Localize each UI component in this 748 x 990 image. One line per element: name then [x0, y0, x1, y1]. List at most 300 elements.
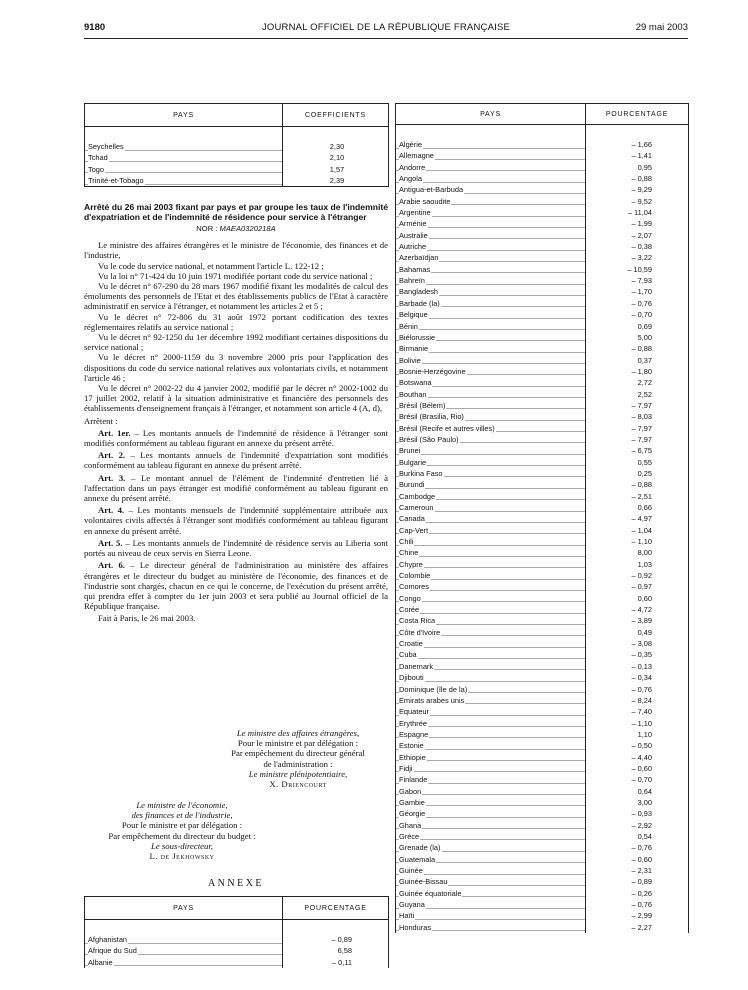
country-cell [396, 547, 586, 558]
table-row [396, 513, 689, 524]
article-label: Art. 1er. [98, 427, 131, 438]
table-row [85, 175, 389, 187]
table-row [396, 309, 689, 320]
article-text: – Le directeur général de l'administration au ministère des affaires étrangères et le directeur du budget au ministère de l'économie, des finances et de l'industrie sont chargés, chacun en ce qui le concerne, de l'exécution du présent arrêté, qui prendra effet à compter du 1er juin 2003 et sera publié au Journal officiel de la République française. [84, 560, 388, 612]
value-cell: – 7,93 [586, 275, 689, 286]
value-cell: – 2,31 [586, 865, 689, 876]
value-cell: 0,55 [586, 457, 689, 468]
country-cell [396, 525, 586, 536]
value-cell: – 0,26 [586, 888, 689, 899]
table-row [396, 899, 689, 910]
country-name: Argentine [399, 208, 431, 218]
country-name: Honduras [399, 922, 432, 932]
value-cell: – 0,38 [586, 241, 689, 252]
table-row [396, 910, 689, 921]
table-row [396, 752, 689, 763]
table-row [85, 164, 389, 175]
value-cell: – 0,60 [586, 854, 689, 865]
table-row [396, 196, 689, 207]
country-cell [396, 559, 586, 570]
arrete-text [84, 202, 388, 624]
signature-line: Le ministre des affaires étrangères, [236, 728, 360, 738]
country-cell [396, 604, 586, 615]
country-cell [396, 570, 586, 581]
country-cell [396, 252, 586, 263]
country-cell [396, 740, 586, 751]
signature-line: Par empêchement du directeur du budget : [108, 830, 256, 841]
visa-paragraph: Vu le décret n° 2002-22 du 4 janvier 2002, modifié par le décret n° 2002-1002 du 17 juillet 2002, relatif à la situation administrative et financière des personnels des établissements d'enseignement français à l'étranger, et notamment son article 4 (A, d), [84, 383, 388, 414]
country-name: Allemagne [399, 151, 434, 161]
country-cell [396, 910, 586, 921]
table-row [396, 377, 689, 388]
country-name: Bahreïn [399, 276, 425, 286]
value-cell: 2,52 [586, 389, 689, 400]
table-row [396, 479, 689, 490]
table-row [396, 876, 689, 887]
country-cell [396, 774, 586, 785]
value-cell: 0,25 [586, 468, 689, 479]
country-name: Costa Rica [399, 616, 436, 626]
spacer-row [85, 127, 389, 142]
table-row [396, 797, 689, 808]
table-row [396, 366, 689, 377]
country-cell [396, 309, 586, 320]
value-cell: – 3,08 [586, 638, 689, 649]
value-cell: – 9,29 [586, 184, 689, 195]
value-cell: – 0,88 [586, 343, 689, 354]
arretent-label: Arrêtent : [84, 415, 118, 426]
country-name: Cap-Vert [399, 525, 429, 535]
country-cell [396, 536, 586, 547]
table-row [396, 661, 689, 672]
table-row [396, 536, 689, 547]
table-row [396, 321, 689, 332]
country-name: Togo [88, 164, 105, 174]
country-name: Fidji [399, 763, 413, 773]
value-cell: – 2,27 [586, 922, 689, 933]
country-cell [396, 729, 586, 740]
country-cell [396, 468, 586, 479]
table-row [396, 423, 689, 434]
value-cell: 0,69 [586, 321, 689, 332]
country-cell [396, 786, 586, 797]
value-cell: 1,57 [283, 164, 389, 175]
country-name: Emirats arabes unis [399, 695, 465, 705]
table-row [396, 411, 689, 422]
article-paragraph [84, 473, 388, 504]
country-cell [396, 888, 586, 899]
value-cell: – 8,03 [586, 411, 689, 422]
country-name: Haïti [399, 911, 415, 921]
country-cell [396, 241, 586, 252]
value-cell: 0,64 [586, 786, 689, 797]
table-row [396, 774, 689, 785]
country-cell [396, 502, 586, 513]
column-header-pourcentage: POURCENTAGE [283, 897, 389, 920]
country-name: Afghanistan [88, 935, 128, 944]
country-cell [396, 196, 586, 207]
value-cell: – 0,50 [586, 740, 689, 751]
value-cell: – 0,93 [586, 808, 689, 819]
table-row [396, 241, 689, 252]
country-cell [396, 763, 586, 774]
value-cell: 2,30 [283, 141, 389, 152]
country-name: Bouthan [399, 389, 427, 399]
table-row [396, 491, 689, 502]
value-cell: 0,60 [586, 593, 689, 604]
value-cell: – 0,60 [586, 763, 689, 774]
country-cell [396, 218, 586, 229]
table-row [85, 945, 389, 956]
value-cell: – 1,70 [586, 286, 689, 297]
table-row [396, 581, 689, 592]
table-row [396, 343, 689, 354]
country-name: Bulgarie [399, 457, 427, 467]
visa-paragraph: Le ministre des affaires étrangères et le ministre de l'économie, des finances et de l'industrie, [84, 240, 388, 261]
visa-paragraph: Vu le code du service national, et notamment l'article L. 122-12 ; [98, 260, 324, 271]
signature-line: Le ministre plénipotentiaire, [248, 768, 348, 779]
value-cell: – 7,97 [586, 434, 689, 445]
country-cell [85, 175, 283, 187]
country-name: Ethiopie [399, 752, 426, 762]
country-cell [396, 593, 586, 604]
value-cell: – 11,04 [586, 207, 689, 218]
table-row [396, 218, 689, 229]
nor-reference [84, 224, 388, 234]
country-name: Brésil (São Paulo) [399, 434, 459, 444]
pourcentage-table [395, 103, 689, 933]
country-name: Burundi [399, 480, 425, 490]
value-cell: – 7,97 [586, 400, 689, 411]
country-name: Bolivie [399, 355, 421, 365]
value-cell: – 6,75 [586, 445, 689, 456]
table-row [396, 854, 689, 865]
value-cell: – 0,13 [586, 661, 689, 672]
table-row [85, 934, 389, 945]
value-cell: 5,00 [586, 332, 689, 343]
country-cell [396, 389, 586, 400]
arrete-title: Arrêté du 26 mai 2003 fixant par pays et par groupe les taux de l'indemnité d'expatriation et de l'indemnité de résidence pour service à l'étranger [84, 202, 388, 222]
value-cell: – 2,99 [586, 910, 689, 921]
country-name: Finlande [399, 775, 428, 785]
country-name: Gambie [399, 797, 425, 807]
value-cell: – 2,07 [586, 230, 689, 241]
table-row [396, 831, 689, 842]
country-name: Australie [399, 230, 428, 240]
country-cell [396, 139, 586, 150]
value-cell: – 0,70 [586, 309, 689, 320]
table-row [396, 638, 689, 649]
country-name: Afrique du Sud [88, 946, 137, 956]
value-cell: – 8,24 [586, 695, 689, 706]
article-paragraph [84, 505, 388, 536]
visa-paragraph: Vu le décret n° 92-1250 du 1er décembre 1992 modifiant certaines dispositions du service national ; [84, 332, 388, 353]
table-row [396, 445, 689, 456]
value-cell: – 1,66 [586, 139, 689, 150]
country-cell [396, 718, 586, 729]
country-name: Guatemala [399, 854, 436, 864]
value-cell: 2,72 [586, 377, 689, 388]
country-name: Guinée [399, 866, 423, 875]
country-cell [396, 343, 586, 354]
country-name: Burkina Faso [399, 468, 443, 478]
journal-title: JOURNAL OFFICIEL DE LA RÉPUBLIQUE FRANÇAISE [261, 22, 511, 33]
value-cell: – 9,52 [586, 196, 689, 207]
country-name: Azerbaïdjan [399, 253, 439, 263]
country-cell [396, 445, 586, 456]
country-cell [85, 934, 283, 945]
country-name: Brésil (Brasilia, Rio) [399, 412, 464, 422]
country-name: Géorgie [399, 809, 426, 819]
country-name: Angola [399, 174, 423, 184]
country-name: Guinée équatoriale [399, 888, 462, 898]
country-name: Equateur [399, 707, 429, 717]
value-cell: 0,95 [586, 162, 689, 173]
table-row [396, 865, 689, 876]
country-name: Danemark [399, 661, 434, 671]
value-cell: – 3,22 [586, 252, 689, 263]
country-cell [396, 922, 586, 933]
value-cell: – 0,89 [283, 934, 389, 945]
country-name: Bahamas [399, 264, 431, 274]
value-cell: – 1,10 [586, 536, 689, 547]
column-header-pays: PAYS [85, 104, 283, 127]
annexe-table-body [85, 920, 389, 969]
country-name: Bénin [399, 321, 418, 331]
article-paragraph [84, 428, 388, 448]
table-row [396, 820, 689, 831]
value-cell: – 0,11 [283, 957, 389, 968]
table-row [396, 298, 689, 309]
signature-affaires-etrangeres [210, 728, 386, 789]
signature-line: Par empêchement du directeur général [231, 748, 365, 759]
signature-line: Le sous-directeur, [151, 840, 213, 851]
table-row [396, 173, 689, 184]
table-row [396, 547, 689, 558]
country-cell [396, 649, 586, 660]
country-name: Corée [399, 605, 420, 615]
country-cell [396, 366, 586, 377]
annexe-table [84, 896, 389, 968]
table-row [396, 570, 689, 581]
country-name: Barbade (la) [399, 298, 440, 308]
value-cell: – 0,88 [586, 173, 689, 184]
value-cell: 6,58 [283, 945, 389, 956]
article-text: – Les montants annuels de l'indemnité d'expatriation sont modifiés conformément au tableau figurant en annexe du présent arrêté. [84, 450, 388, 471]
country-cell [396, 808, 586, 819]
country-name: Colombie [399, 571, 431, 581]
signature-line: des finances et de l'industrie, [131, 810, 233, 821]
table-row [396, 139, 689, 150]
country-name: Trinité-et-Tobago [88, 176, 144, 186]
value-cell: – 0,88 [586, 479, 689, 490]
table-row [396, 559, 689, 570]
country-cell [396, 831, 586, 842]
signature-line: Le ministre de l'économie, [136, 800, 228, 810]
article-text: – Les montants annuels de l'indemnité de résidence servis au Liberia sont portés au niveau de ceux servis en Sierra Leone. [84, 537, 388, 559]
country-cell [396, 457, 586, 468]
article-text: – Les montants annuels de l'indemnité de résidence à l'étranger sont modifiés conformément au tableau figurant en annexe du présent arrêté. [84, 427, 389, 449]
table-row [396, 286, 689, 297]
country-name: Bosnie-Herzégovine [399, 366, 466, 376]
country-name: Espagne [399, 729, 429, 739]
pourcentage-table-body [396, 125, 689, 934]
country-name: Albanie [88, 957, 113, 967]
country-name: Grèce [399, 831, 420, 841]
table-row [396, 684, 689, 695]
country-name: Seychelles [88, 142, 124, 151]
table-row [85, 152, 389, 163]
article-text: – Le montant annuel de l'élément de l'indemnité d'entretien lié à l'affectation dans un pays étranger est modifié conformément au tableau figurant en annexe du présent arrêté. [84, 472, 388, 504]
visa-paragraph: Vu le décret n° 67-290 du 28 mars 1967 modifié fixant les modalités de calcul des émoluments des personnels de l'Etat et des établissements publics de l'Etat à caractère administratif en service à l'étranger, et notamment les articles 2 et 5 ; [84, 281, 388, 312]
table-row [396, 150, 689, 161]
country-cell [396, 479, 586, 490]
table-row [396, 649, 689, 660]
country-cell [396, 820, 586, 831]
visa-paragraph: Vu le décret n° 72-806 du 31 août 1972 portant codification des textes réglementaires relatifs au service national ; [84, 311, 388, 332]
value-cell: – 0,35 [586, 649, 689, 660]
country-name: Estonie [399, 741, 424, 751]
country-cell [396, 865, 586, 876]
country-cell [396, 638, 586, 649]
value-cell: 0,54 [586, 831, 689, 842]
table-row [396, 729, 689, 740]
country-cell [396, 899, 586, 910]
country-name: Brunei [399, 446, 421, 456]
article-paragraph [84, 538, 388, 558]
country-name: Guyana [399, 900, 425, 910]
country-cell [85, 141, 283, 152]
value-cell: 1,03 [586, 559, 689, 570]
signatory-name: X. Driencourt [269, 779, 327, 790]
country-cell [85, 957, 283, 968]
table-row [396, 230, 689, 241]
value-cell: – 0,34 [586, 672, 689, 683]
value-cell: – 4,72 [586, 604, 689, 615]
table-row [396, 502, 689, 513]
country-name: Djibouti [399, 673, 424, 683]
signature-line: de l'administration : [263, 758, 333, 769]
spacer-row [396, 125, 689, 140]
country-name: Comores [399, 582, 429, 592]
visa-paragraph: Vu le décret n° 2000-1159 du 3 novembre 2000 pris pour l'application des dispositions du code du service national relatives aux volontariats civils, et notamment l'article 46 ; [84, 352, 388, 383]
value-cell: – 1,04 [586, 525, 689, 536]
country-cell [85, 152, 283, 163]
spacer-row [85, 920, 389, 935]
value-cell: – 0,76 [586, 842, 689, 853]
table-row [396, 184, 689, 195]
country-name: Chypre [399, 559, 423, 569]
value-cell: – 4,40 [586, 752, 689, 763]
country-cell [85, 164, 283, 175]
table-row [396, 695, 689, 706]
table-row [396, 457, 689, 468]
country-cell [396, 230, 586, 241]
country-name: Bangladesh [399, 287, 439, 297]
value-cell: – 4,97 [586, 513, 689, 524]
country-cell [396, 298, 586, 309]
table-row [396, 627, 689, 638]
value-cell: 0,66 [586, 502, 689, 513]
table-row [396, 718, 689, 729]
country-name: Andorre [399, 162, 426, 172]
country-cell [85, 945, 283, 956]
page-number: 9180 [84, 22, 106, 33]
country-name: Cambodge [399, 491, 436, 501]
country-name: Brésil (Recife et autres villes) [399, 423, 495, 433]
table-row [396, 786, 689, 797]
country-cell [396, 695, 586, 706]
country-cell [396, 491, 586, 502]
country-cell [396, 207, 586, 218]
table-row [85, 141, 389, 152]
table-row [396, 888, 689, 899]
article-label: Art. 5. [98, 537, 123, 548]
country-name: Tchad [88, 153, 108, 163]
value-cell: 0,37 [586, 355, 689, 366]
country-name: Belgique [399, 310, 428, 320]
article-paragraph [84, 560, 388, 611]
table-row [396, 808, 689, 819]
table-row [396, 332, 689, 343]
country-cell [396, 377, 586, 388]
table-row [85, 957, 389, 968]
country-name: Gabon [399, 786, 422, 796]
signatory-name: L. de Jekhowsky [149, 851, 215, 862]
country-cell [396, 615, 586, 626]
column-header-pays: PAYS [85, 897, 283, 920]
country-cell [396, 706, 586, 717]
country-cell [396, 173, 586, 184]
table-row [396, 468, 689, 479]
visa-paragraphs [84, 240, 388, 413]
value-cell: – 0,89 [586, 876, 689, 887]
value-cell: – 2,51 [586, 491, 689, 502]
article-label: Art. 4. [98, 505, 125, 516]
table-row [396, 763, 689, 774]
country-cell [396, 854, 586, 865]
table-row [396, 434, 689, 445]
header-rule [84, 38, 688, 39]
country-name: Côte d'Ivoire [399, 627, 441, 637]
country-cell [396, 275, 586, 286]
article-paragraph [84, 450, 388, 470]
issue-date: 29 mai 2003 [635, 22, 688, 33]
page-header [84, 22, 688, 38]
country-cell [396, 184, 586, 195]
table-row [396, 672, 689, 683]
value-cell: 2,39 [283, 175, 389, 187]
coefficients-table [84, 103, 389, 187]
value-cell: – 2,92 [586, 820, 689, 831]
value-cell: – 0,76 [586, 684, 689, 695]
value-cell: – 7,40 [586, 706, 689, 717]
country-cell [396, 797, 586, 808]
value-cell: 0,49 [586, 627, 689, 638]
country-cell [396, 355, 586, 366]
country-cell [396, 423, 586, 434]
articles [84, 428, 388, 611]
table-row [396, 355, 689, 366]
signature-line: Pour le ministre et par délégation : [121, 820, 243, 831]
table-row [396, 389, 689, 400]
country-name: Dominique (île de la) [399, 684, 468, 694]
value-cell: – 7,97 [586, 423, 689, 434]
country-cell [396, 842, 586, 853]
table-row [396, 842, 689, 853]
value-cell: – 0,76 [586, 899, 689, 910]
table-row [396, 525, 689, 536]
